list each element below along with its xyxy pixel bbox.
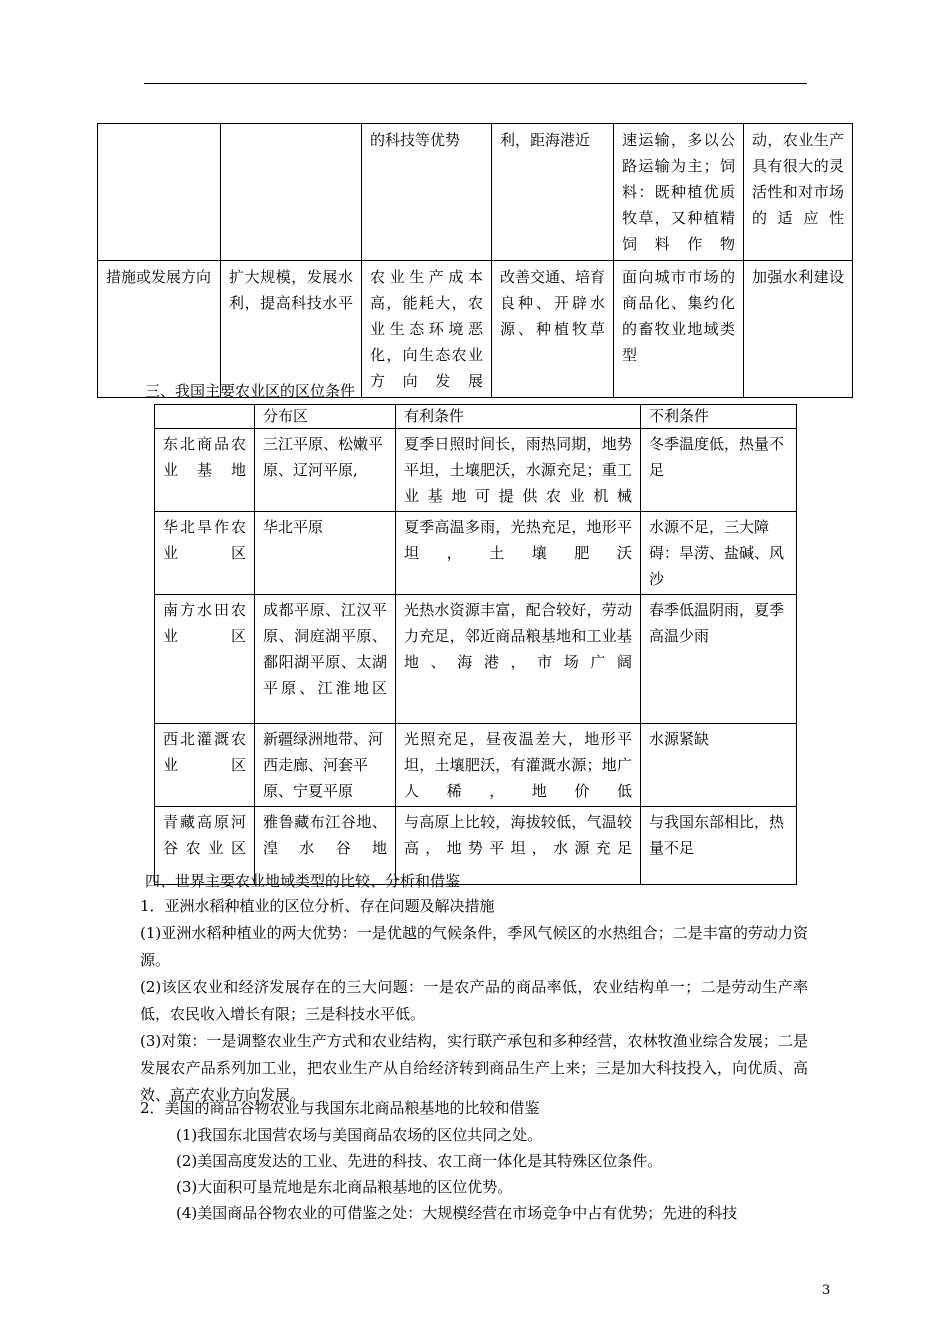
subsection-2-title: 2．美国的商品谷物农业与我国东北商品粮基地的比较和借鉴 (140, 1099, 540, 1117)
table-row (155, 595, 797, 724)
list-item: (1)我国东北国营农场与美国商品农场的区位共同之处。 (176, 1126, 543, 1144)
table-cell: 加强水利建设 (744, 261, 853, 398)
region-name: 东北商品农业基地 (155, 429, 255, 512)
region-name: 华北旱作农业区 (155, 512, 255, 595)
table-row (98, 124, 853, 261)
table-row (155, 724, 797, 807)
column-header: 有利条件 (396, 405, 641, 429)
page-number: 3 (822, 1283, 831, 1298)
disadvantages-cell: 水源紧缺 (641, 724, 797, 807)
agriculture-comparison-table-continued (97, 123, 853, 398)
list-item: (3)大面积可垦荒地是东北商品粮基地的区位优势。 (176, 1178, 513, 1196)
region-name: 南方水田农业区 (155, 595, 255, 724)
paragraph: (1)亚洲水稻种植业的两大优势：一是优越的气候条件，季风气候区的水热组合；二是丰富的劳动力资源。 (140, 924, 808, 969)
distribution-cell: 雅鲁藏布江谷地、湟水谷地 (255, 807, 396, 885)
advantages-cell: 光热水资源丰富，配合较好，劳动力充足，邻近商品粮基地和工业基地、海港，市场广阔 (396, 595, 641, 724)
disadvantages-cell: 冬季温度低，热量不足 (641, 429, 797, 512)
advantages-cell: 夏季日照时间长，雨热同期，地势平坦，土壤肥沃，水源充足；重工业基地可提供农业机械 (396, 429, 641, 512)
table-cell: 改善交通、培育良种、开辟水源、种植牧草 (492, 261, 614, 398)
header-rule (144, 83, 807, 84)
region-name: 青藏高原河谷农业区 (155, 807, 255, 885)
disadvantages-cell: 与我国东部相比，热量不足 (641, 807, 797, 885)
row-label (98, 124, 221, 261)
table-row (155, 429, 797, 512)
advantages-cell: 夏季高温多雨，光热充足，地形平坦，土壤肥沃 (396, 512, 641, 595)
column-header (155, 405, 255, 429)
table-header-row (155, 405, 797, 429)
column-header: 不利条件 (641, 405, 797, 429)
table-cell (221, 124, 362, 261)
paragraph: (2)该区农业和经济发展存在的三大问题：一是农产品的商品率低，农业结构单一；二是劳动生产率低，农民收入增长有限；三是科技水平低。 (140, 978, 808, 1023)
table-row (98, 261, 853, 398)
table-cell: 利，距海港近 (492, 124, 614, 261)
disadvantages-cell: 春季低温阴雨，夏季高温少雨 (641, 595, 797, 724)
distribution-cell: 三江平原、松嫩平原、辽河平原, (255, 429, 396, 512)
table-cell: 农业生产成本高，能耗大，农业生态环境恶化，向生态农业方向发展 (362, 261, 492, 398)
list-item: (4)美国商品谷物农业的可借鉴之处：大规模经营在市场竞争中占有优势；先进的科技 (176, 1204, 738, 1222)
table-cell: 速运输，多以公路运输为主；饲料：既种植优质牧草，又种植精饲料作物 (614, 124, 744, 261)
section-3-title: 三、我国主要农业区的区位条件 (145, 382, 356, 400)
table-cell: 扩大规模，发展水利，提高科技水平 (221, 261, 362, 398)
section-4-title: 四、世界主要农业地域类型的比较、分析和借鉴 (145, 872, 461, 890)
row-label: 措施或发展方向 (98, 261, 221, 398)
column-header: 分布区 (255, 405, 396, 429)
list-item: (2)美国高度发达的工业、先进的科技、农工商一体化是其特殊区位条件。 (176, 1152, 663, 1170)
advantages-cell: 与高原上比较，海拔较低，气温较高，地势平坦，水源充足 (396, 807, 641, 885)
advantages-cell: 光照充足，昼夜温差大，地形平坦，土壤肥沃，有灌溉水源；地广人稀，地价低 (396, 724, 641, 807)
paragraph: (3)对策：一是调整农业生产方式和农业结构，实行联产承包和多种经营，农林牧渔业综合发展；二是发展农产品系列加工业，把农业生产从自给经济转到商品生产上来；三是加大科技投入，向优质、高效、高产农业方向发展。 (140, 1032, 808, 1104)
distribution-cell: 华北平原 (255, 512, 396, 595)
region-name: 西北灌溉农业区 (155, 724, 255, 807)
table-row (155, 512, 797, 595)
china-agriculture-regions-table (154, 404, 797, 885)
subsection-1-title: 1．亚洲水稻种植业的区位分析、存在问题及解决措施 (140, 897, 495, 915)
table-cell: 面向城市市场的商品化、集约化的畜牧业地域类型 (614, 261, 744, 398)
disadvantages-cell: 水源不足，三大障碍：旱涝、盐碱、风沙 (641, 512, 797, 595)
distribution-cell: 成都平原、江汉平原、洞庭湖平原、鄱阳湖平原、太湖平原、江淮地区 (255, 595, 396, 724)
table-cell: 动，农业生产具有很大的灵活性和对市场的适应性 (744, 124, 853, 261)
table-cell: 的科技等优势 (362, 124, 492, 261)
distribution-cell: 新疆绿洲地带、河西走廊、河套平原、宁夏平原 (255, 724, 396, 807)
